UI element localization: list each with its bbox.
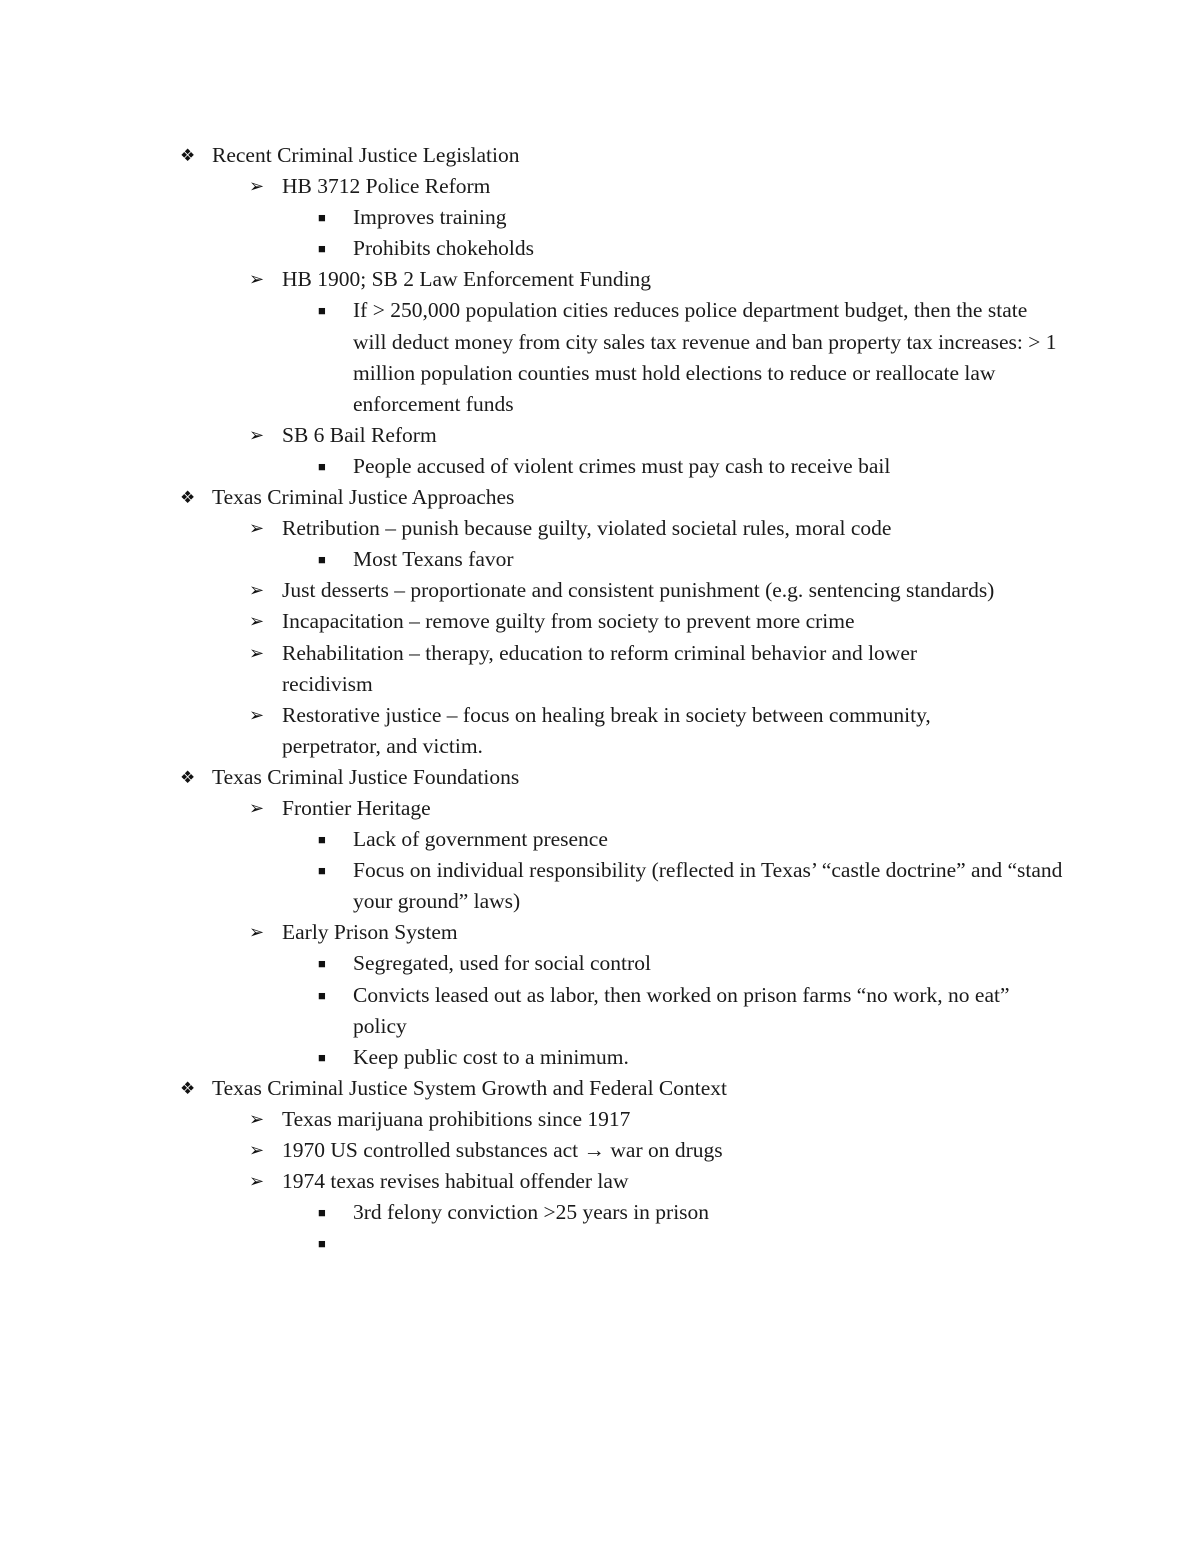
outline-item-level3 — [0, 451, 1065, 482]
outline-item-text: Texas Criminal Justice Approaches — [212, 485, 515, 510]
outline-item-level2 — [0, 606, 1002, 637]
document-page — [0, 140, 1200, 1259]
bullet-icon: ■ — [318, 863, 326, 879]
bullet-icon: ■ — [318, 987, 326, 1003]
bullet-icon: ■ — [318, 1205, 326, 1221]
outline-item-level2 — [0, 917, 1002, 948]
outline-item-text: 1974 texas revises habitual offender law — [282, 1169, 629, 1194]
bullet-icon: ➢ — [249, 176, 265, 197]
outline-item-level3 — [0, 295, 1065, 419]
outline-item-text: HB 1900; SB 2 Law Enforcement Funding — [282, 267, 652, 292]
bullet-icon: ➢ — [249, 922, 265, 943]
outline-item-text: SB 6 Bail Reform — [282, 422, 437, 447]
outline-item-text: If > 250,000 population cities reduces police department budget, then the state will deduct money from city sales tax revenue and ban property tax increases: > 1 million population counties must hold elections to reduce or reallocate law enforcement funds — [353, 298, 1057, 416]
outline-item-text: 3rd felony conviction >25 years in prison — [353, 1200, 710, 1225]
bullet-icon: ➢ — [249, 611, 265, 632]
outline-item-text: HB 3712 Police Reform — [282, 174, 491, 199]
outline-item-level3 — [0, 202, 1065, 233]
outline-item-text: Texas Criminal Justice System Growth and Federal Context — [212, 1075, 728, 1100]
bullet-icon: ➢ — [249, 518, 265, 539]
outline-item-text: Keep public cost to a minimum. — [353, 1044, 629, 1069]
outline-item-text: Segregated, used for social control — [353, 951, 651, 976]
outline-item-text: Retribution – punish because guilty, violated societal rules, moral code — [282, 516, 892, 541]
outline-item-text: Lack of government presence — [353, 827, 608, 852]
outline-item-text: Incapacitation – remove guilty from society to prevent more crime — [282, 609, 855, 634]
bullet-icon: ■ — [318, 1236, 326, 1252]
bullet-icon: ■ — [318, 832, 326, 848]
outline-item-level3 — [0, 824, 1065, 855]
outline-item-level2 — [0, 1135, 1002, 1166]
bullet-icon: ❖ — [180, 146, 196, 165]
bullet-icon: ■ — [318, 241, 326, 257]
outline-item-level3 — [0, 1228, 1065, 1259]
bullet-icon: ➢ — [249, 1108, 265, 1129]
outline-item-text: Prohibits chokeholds — [353, 236, 534, 261]
outline-item-text: Most Texans favor — [353, 547, 514, 572]
outline-item-text: People accused of violent crimes must pay cash to receive bail — [353, 453, 891, 478]
outline-item-text: Rehabilitation – therapy, education to reform criminal behavior and lower recidivism — [282, 640, 918, 696]
bullet-icon: ➢ — [249, 1140, 265, 1160]
outline-item-level1 — [0, 1073, 1072, 1104]
bullet-icon: ➢ — [249, 704, 265, 725]
outline-item-level1 — [0, 762, 1072, 793]
outline-item-level3 — [0, 233, 1065, 264]
outline-list — [0, 140, 1200, 1259]
outline-item-level3 — [0, 855, 1065, 917]
bullet-icon: ■ — [318, 458, 326, 474]
bullet-icon: ❖ — [180, 1078, 196, 1098]
outline-item-text — [353, 1228, 1065, 1259]
outline-item-text: Improves training — [353, 205, 507, 230]
outline-item-level3 — [0, 1197, 1065, 1228]
bullet-icon: ➢ — [249, 797, 265, 818]
outline-item-text: Just desserts – proportionate and consistent punishment (e.g. sentencing standards) — [282, 578, 995, 603]
bullet-icon: ➢ — [249, 642, 265, 663]
outline-item-level2 — [0, 513, 1002, 544]
bullet-icon: ➢ — [249, 580, 265, 601]
outline-item-level3 — [0, 980, 1065, 1042]
bullet-icon: ■ — [318, 552, 326, 568]
bullet-icon: ■ — [318, 303, 326, 319]
outline-item-level3 — [0, 544, 1065, 575]
outline-item-level2 — [0, 575, 1002, 606]
bullet-icon: ➢ — [249, 269, 265, 290]
outline-item-text: Convicts leased out as labor, then worked on prison farms “no work, no eat” policy — [353, 982, 1010, 1038]
outline-item-text: Focus on individual responsibility (reflected in Texas’ “castle doctrine” and “stand your ground” laws) — [353, 858, 1063, 914]
outline-item-level2 — [0, 793, 1002, 824]
bullet-icon: ■ — [318, 210, 326, 226]
outline-item-level2 — [0, 1104, 1002, 1135]
bullet-icon: ■ — [318, 956, 326, 972]
outline-item-level1 — [0, 482, 1072, 513]
bullet-icon: ➢ — [249, 1171, 265, 1192]
bullet-icon: ➢ — [249, 424, 265, 445]
bullet-icon: ■ — [318, 1049, 326, 1065]
bullet-icon: ❖ — [180, 767, 196, 787]
outline-item-level2 — [0, 638, 1002, 700]
outline-item-text: 1970 US controlled substances act → war on drugs — [282, 1138, 723, 1162]
outline-item-text: Texas marijuana prohibitions since 1917 — [282, 1106, 631, 1131]
outline-item-text: Restorative justice – focus on healing break in society between community, perpetrator, and victim. — [282, 702, 931, 758]
outline-item-text: Frontier Heritage — [282, 795, 431, 820]
outline-item-text: Texas Criminal Justice Foundations — [212, 764, 520, 789]
outline-item-level3 — [0, 948, 1065, 979]
outline-item-level3 — [0, 1042, 1065, 1073]
outline-item-level2 — [0, 171, 1002, 202]
bullet-icon: ❖ — [180, 488, 196, 508]
outline-item-level1 — [0, 140, 1072, 171]
outline-item-text: Early Prison System — [282, 920, 458, 945]
outline-item-level2 — [0, 420, 1002, 451]
outline-item-text: Recent Criminal Justice Legislation — [212, 143, 520, 167]
outline-item-level2 — [0, 1166, 1002, 1197]
outline-item-level2 — [0, 264, 1002, 295]
outline-item-level2 — [0, 700, 1002, 762]
